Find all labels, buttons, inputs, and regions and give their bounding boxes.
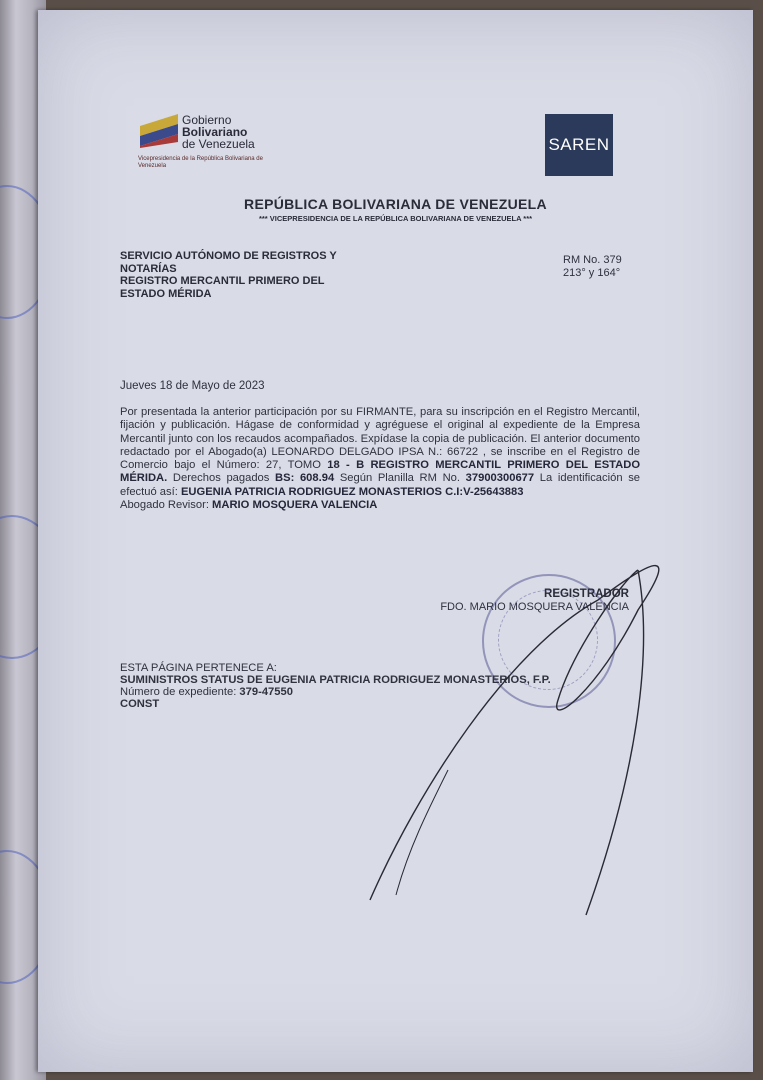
reviewer-label: Abogado Revisor: (120, 499, 209, 512)
office-name (120, 250, 370, 300)
footer-file-number: 379-47550 (239, 686, 293, 698)
planilla-number: 37900300677 (465, 472, 535, 485)
logo-line-3: de Venezuela (182, 137, 255, 151)
document-title: REPÚBLICA BOLIVARIANA DE VENEZUELA (244, 196, 547, 212)
logo-subtitle: Vicepresidencia de la República Bolivariana de Venezuela (138, 156, 263, 169)
document-page (38, 10, 753, 1072)
page-footer (120, 662, 551, 710)
document-date: Jueves 18 de Mayo de 2023 (120, 380, 265, 392)
document-subtitle: *** VICEPRESIDENCIA DE LA REPÚBLICA BOLIVARIANA DE VENEZUELA *** (258, 214, 533, 223)
gobierno-bolivariano-logo (138, 110, 288, 178)
footer-line-2: SUMINISTROS STATUS DE EUGENIA PATRICIA RODRIGUEZ MONASTERIOS, F.P. (120, 674, 551, 686)
amount: BS: 608.94 (275, 472, 335, 485)
office-line-2: NOTARÍAS (120, 262, 177, 275)
rm-number: RM No. 379 (563, 254, 622, 266)
footer-line-4: CONST (120, 698, 160, 710)
footer-file-label: Número de expediente: (120, 686, 237, 698)
body-text-4: La identificación se efectuó así: (120, 472, 641, 498)
body-text-2: Derechos pagados (172, 472, 270, 485)
body-text-3: Según Planilla RM No. (339, 472, 461, 485)
id-number: C.I:V-25643883 (445, 485, 524, 498)
person-name: EUGENIA PATRICIA RODRIGUEZ MONASTERIOS (180, 485, 442, 498)
footer-line-1: ESTA PÁGINA PERTENECE A: (120, 662, 277, 674)
flag-icon (138, 112, 180, 148)
office-line-3: REGISTRO MERCANTIL PRIMERO DEL (120, 275, 325, 287)
logo-line-2: Bolivariano (182, 125, 248, 139)
body-paragraph (120, 406, 640, 512)
body-text-1: Por presentada la anterior participación por su FIRMANTE, para su inscripción en el Registro Mercantil, fijación y publicación. Hágase de conformidad y agréguese el original al expediente de la Empresa Mercantil junto con los recaudos acompañados. Expídase la copia de publicación. El anterior documento redactado por el Abogado(a) LEONARDO DELGADO IPSA N.: 66722 , se inscribe en el Registro de Comercio bajo el Número: 27, TOMO (120, 406, 640, 472)
office-line-1: SERVICIO AUTÓNOMO DE REGISTROS Y (120, 250, 337, 262)
registrar-name: FDO. MARIO MOSQUERA VALENCIA (440, 601, 629, 613)
years: 213° y 164° (563, 267, 621, 279)
office-line-4: ESTADO MÉRIDA (120, 287, 212, 300)
reviewer-name: MARIO MOSQUERA VALENCIA (212, 499, 378, 512)
tomo: 18 - B REGISTRO MERCANTIL PRIMERO DEL ESTADO MÉRIDA. (120, 459, 641, 485)
logo-line-1: Gobierno (182, 113, 232, 127)
reference-number (563, 254, 622, 280)
registrar-role: REGISTRADOR (544, 588, 629, 600)
saren-logo: SAREN (545, 114, 613, 176)
